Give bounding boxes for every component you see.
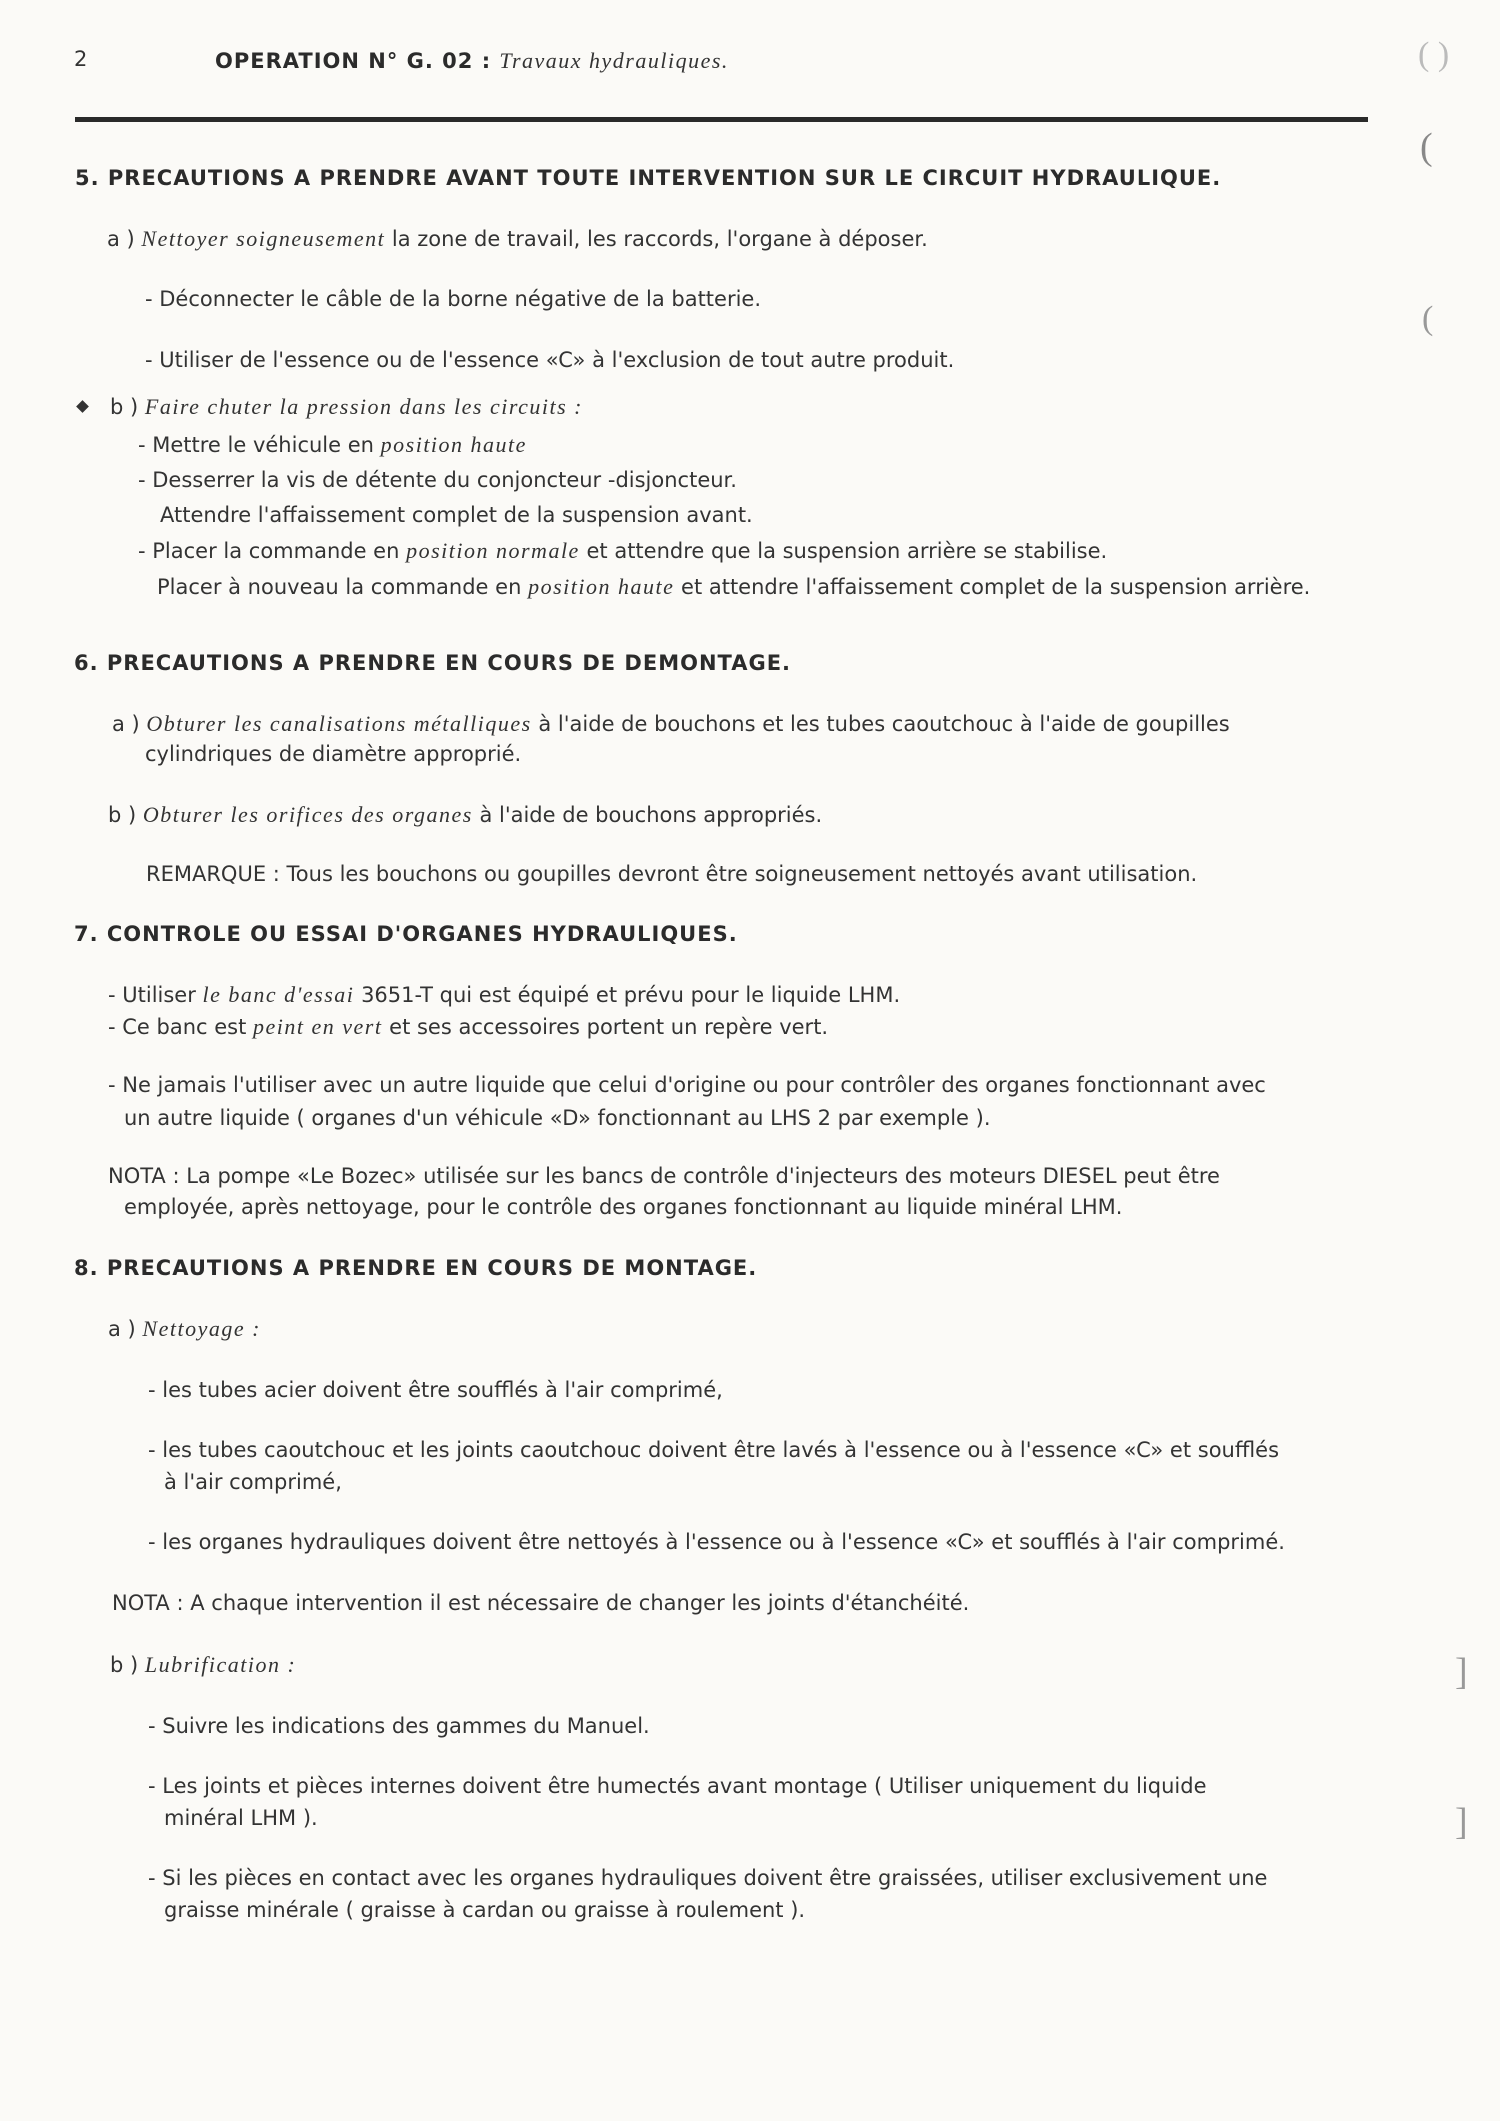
- s8-nota: NOTA : A chaque intervention il est nécessaire de changer les joints d'étanchéité.: [112, 1591, 970, 1615]
- s5-item-a: a ) Nettoyer soigneusement la zone de travail, les raccords, l'organe à déposer.: [107, 226, 928, 251]
- binder-mark-1: ( ): [1418, 36, 1450, 73]
- s6-item-b: b ) Obturer les orifices des organes à l'aide de bouchons appropriés.: [108, 802, 823, 827]
- s8-a-line-1: - les tubes acier doivent être soufflés à l'air comprimé,: [148, 1378, 723, 1402]
- s5-a-line-2: - Utiliser de l'essence ou de l'essence «C» à l'exclusion de tout autre produit.: [145, 348, 955, 372]
- s8-b-line-3b: graisse minérale ( graisse à cardan ou graisse à roulement ).: [164, 1898, 806, 1922]
- section-7-title: 7. CONTROLE OU ESSAI D'ORGANES HYDRAULIQUES.: [74, 922, 738, 946]
- s8-a-line-3: - les organes hydrauliques doivent être nettoyés à l'essence ou à l'essence «C» et soufflés à l'air comprimé.: [148, 1530, 1285, 1554]
- s7-line-1: - Utiliser le banc d'essai 3651-T qui est équipé et prévu pour le liquide LHM.: [108, 982, 901, 1007]
- s7-nota-b: employée, après nettoyage, pour le contrôle des organes fonctionnant au liquide minéral LHM.: [124, 1195, 1123, 1219]
- s5-a-line-1: - Déconnecter le câble de la borne négative de la batterie.: [145, 287, 762, 311]
- s7-line-3: - Ne jamais l'utiliser avec un autre liquide que celui d'origine ou pour contrôler des organes fonctionnant avec: [108, 1073, 1266, 1097]
- s6-remark: REMARQUE : Tous les bouchons ou goupilles devront être soigneusement nettoyés avant utilisation.: [146, 862, 1198, 886]
- s5-b-line-4: Placer à nouveau la commande en position haute et attendre l'affaissement complet de la suspension arrière.: [157, 574, 1311, 599]
- s5-b-line-1: - Mettre le véhicule en position haute: [138, 432, 527, 457]
- s6-item-a: a ) Obturer les canalisations métalliques à l'aide de bouchons et les tubes caoutchouc à l'aide de goupilles: [112, 711, 1230, 736]
- binder-mark-2: (: [1420, 126, 1433, 168]
- section-5-title: 5. PRECAUTIONS A PRENDRE AVANT TOUTE INTERVENTION SUR LE CIRCUIT HYDRAULIQUE.: [75, 166, 1222, 190]
- running-header: [215, 48, 729, 74]
- section-8-title: 8. PRECAUTIONS A PRENDRE EN COURS DE MONTAGE.: [74, 1256, 758, 1280]
- operation-label: OPERATION N° G. 02 :: [215, 49, 500, 73]
- s5-b-line-2: - Desserrer la vis de détente du conjoncteur -disjoncteur.: [138, 468, 737, 492]
- binder-mark-4: ]: [1455, 1651, 1468, 1693]
- s8-a-line-2: - les tubes caoutchouc et les joints caoutchouc doivent être lavés à l'essence ou à l'essence «C» et soufflés: [148, 1438, 1280, 1462]
- s6-a-line-2: cylindriques de diamètre approprié.: [145, 742, 522, 766]
- s8-a-line-2b: à l'air comprimé,: [164, 1470, 342, 1494]
- s7-line-2: - Ce banc est peint en vert et ses accessoires portent un repère vert.: [108, 1014, 829, 1039]
- s8-b-line-3: - Si les pièces en contact avec les organes hydrauliques doivent être graissées, utiliser exclusivement une: [148, 1866, 1268, 1890]
- s5-b-line-3: - Placer la commande en position normale et attendre que la suspension arrière se stabilise.: [138, 538, 1108, 563]
- revision-diamond-icon: [76, 400, 89, 413]
- s5-item-b: b ) Faire chuter la pression dans les circuits :: [110, 394, 583, 419]
- s8-b-line-2: - Les joints et pièces internes doivent être humectés avant montage ( Utiliser uniquement du liquide: [148, 1774, 1207, 1798]
- s8-b-line-2b: minéral LHM ).: [164, 1806, 318, 1830]
- s5-b-line-2b: Attendre l'affaissement complet de la suspension avant.: [160, 503, 753, 527]
- s7-nota: NOTA : La pompe «Le Bozec» utilisée sur les bancs de contrôle d'injecteurs des moteurs DIESEL peut être: [108, 1164, 1220, 1188]
- s8-item-b: b ) Lubrification :: [110, 1652, 297, 1677]
- section-6-title: 6. PRECAUTIONS A PRENDRE EN COURS DE DEMONTAGE.: [74, 651, 792, 675]
- operation-title: Travaux hydrauliques.: [499, 48, 729, 73]
- s8-item-a: a ) Nettoyage :: [108, 1316, 261, 1341]
- binder-mark-5: ]: [1455, 1801, 1468, 1843]
- s8-b-line-1: - Suivre les indications des gammes du Manuel.: [148, 1714, 650, 1738]
- binder-mark-3: (: [1422, 300, 1434, 337]
- s7-line-3b: un autre liquide ( organes d'un véhicule «D» fonctionnant au LHS 2 par exemple ).: [124, 1106, 991, 1130]
- header-rule: [75, 117, 1368, 122]
- page-number: 2: [74, 47, 88, 71]
